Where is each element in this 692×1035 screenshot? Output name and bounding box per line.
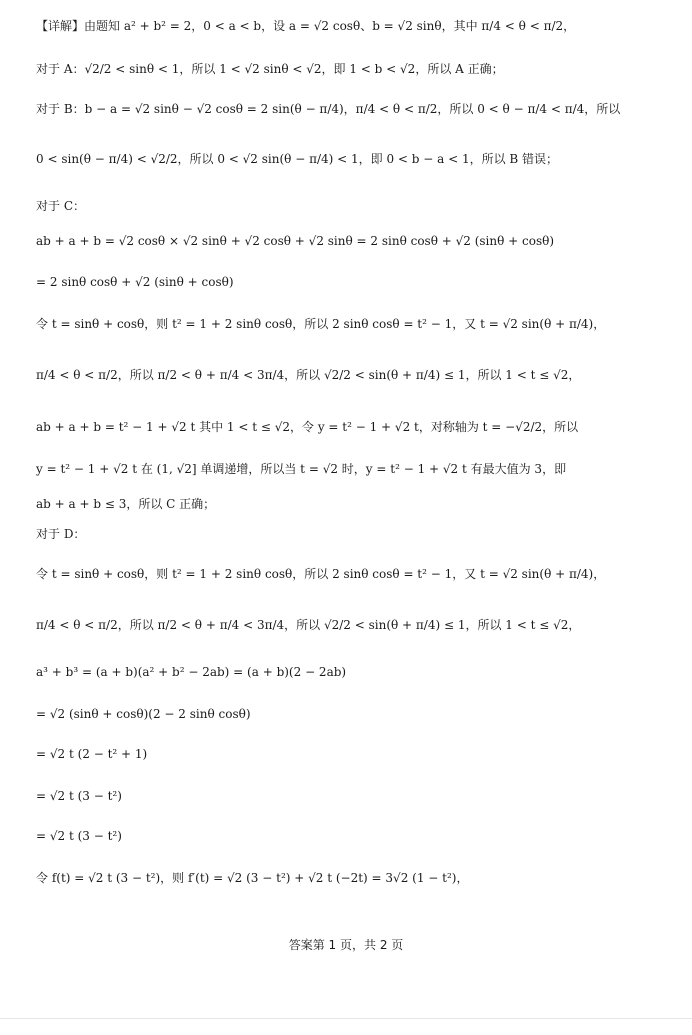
text-line-option-a: 对于 A：√2/2 < sinθ < 1，所以 1 < √2 sinθ < √2，即 1 < b < √2，所以 A 正确； <box>36 62 504 76</box>
text-line-option-b-cont: 0 < sin(θ − π/4) < √2/2，所以 0 < √2 sin(θ − π/4) < 1，即 0 < b − a < 1，所以 B 错误； <box>36 152 559 166</box>
text-line: ab + a + b = √2 cosθ × √2 sinθ + √2 cosθ + √2 sinθ = 2 sinθ cosθ + √2 (sinθ + cosθ) <box>36 234 555 248</box>
text-line: = √2 t (3 − t²) <box>36 829 122 843</box>
text-line: 令 f(t) = √2 t (3 − t²)，则 f′(t) = √2 (3 − t²) + √2 t (−2t) = 3√2 (1 − t²)， <box>36 871 469 885</box>
text-line: = 2 sinθ cosθ + √2 (sinθ + cosθ) <box>36 275 234 289</box>
text-line: a³ + b³ = (a + b)(a² + b² − 2ab) = (a + b)(2 − 2ab) <box>36 665 347 679</box>
page-footer: 答案第 1 页，共 2 页 <box>288 938 404 952</box>
text-line-option-b: 对于 B：b − a = √2 sinθ − √2 cosθ = 2 sin(θ − π/4)，π/4 < θ < π/2，所以 0 < θ − π/4 < π/4，所以 <box>36 102 621 116</box>
text-line-intro: 【详解】由题知 a² + b² = 2，0 < a < b，设 a = √2 cosθ、b = √2 sinθ，其中 π/4 < θ < π/2， <box>36 19 576 33</box>
text-line: ab + a + b ≤ 3，所以 C 正确； <box>36 497 216 511</box>
text-line: = √2 t (2 − t² + 1) <box>36 747 148 761</box>
page-divider <box>0 1018 692 1019</box>
text-line: π/4 < θ < π/2，所以 π/2 < θ + π/4 < 3π/4，所以 √2/2 < sin(θ + π/4) ≤ 1，所以 1 < t ≤ √2， <box>36 618 581 632</box>
text-line: y = t² − 1 + √2 t 在 (1, √2] 单调递增，所以当 t = √2 时，y = t² − 1 + √2 t 有最大值为 3，即 <box>36 462 567 476</box>
text-line: π/4 < θ < π/2，所以 π/2 < θ + π/4 < 3π/4，所以 √2/2 < sin(θ + π/4) ≤ 1，所以 1 < t ≤ √2， <box>36 368 581 382</box>
text-line: ab + a + b = t² − 1 + √2 t 其中 1 < t ≤ √2，令 y = t² − 1 + √2 t，对称轴为 t = −√2/2，所以 <box>36 420 579 434</box>
text-line: = √2 (sinθ + cosθ)(2 − 2 sinθ cosθ) <box>36 707 251 721</box>
text-line-option-d-heading: 对于 D： <box>36 527 86 541</box>
text-line-option-c-heading: 对于 C： <box>36 199 85 213</box>
text-line: = √2 t (3 − t²) <box>36 789 122 803</box>
text-line: 令 t = sinθ + cosθ，则 t² = 1 + 2 sinθ cosθ，所以 2 sinθ cosθ = t² − 1，又 t = √2 sin(θ + π/4)， <box>36 567 606 581</box>
text-line: 令 t = sinθ + cosθ，则 t² = 1 + 2 sinθ cosθ，所以 2 sinθ cosθ = t² − 1，又 t = √2 sin(θ + π/4)， <box>36 317 606 331</box>
